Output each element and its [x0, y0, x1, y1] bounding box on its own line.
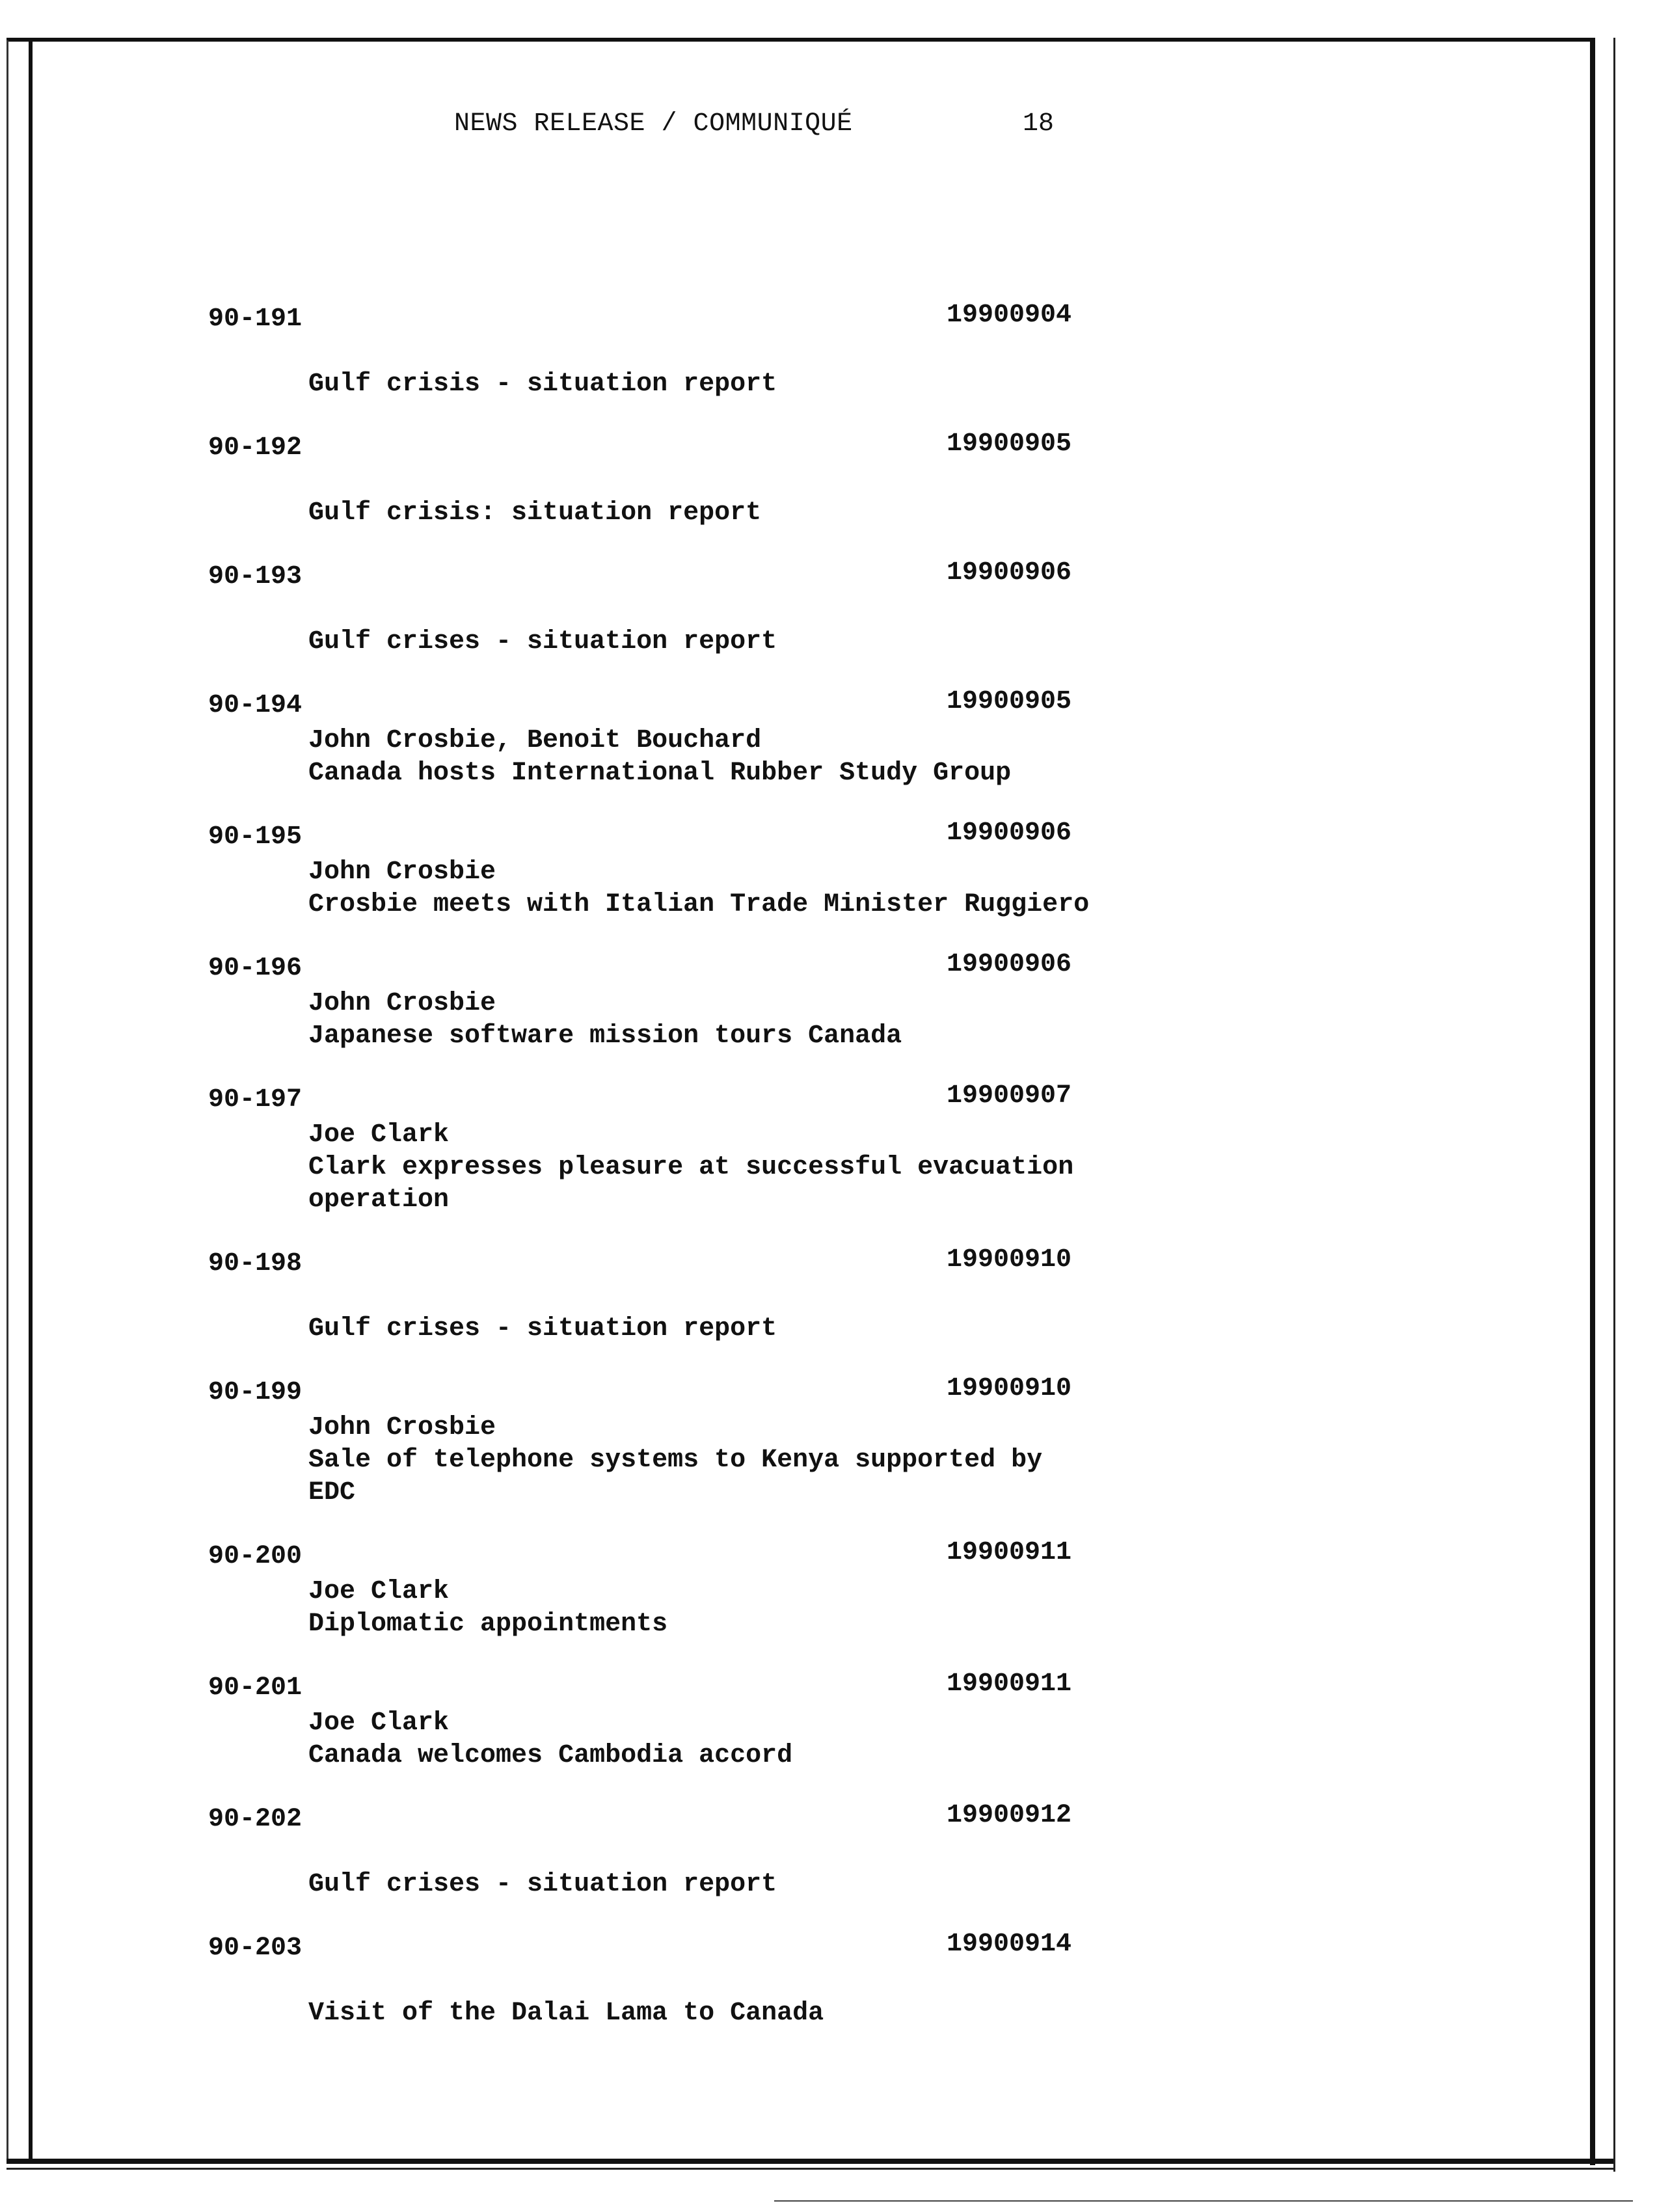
entry-header-row: [208, 558, 1119, 596]
release-number: 90-200: [208, 1542, 303, 1571]
release-number: 90-196: [208, 954, 303, 983]
release-subject: Japanese software mission tours Canada: [308, 1021, 902, 1051]
release-date: 19900911: [947, 1538, 1072, 1567]
entry-header-row: [208, 1374, 1119, 1412]
frame-right-border: [1590, 38, 1595, 2165]
entry-header-row: [208, 1801, 1119, 1839]
list-item: [208, 950, 1119, 1085]
list-item: [208, 1081, 1119, 1249]
entry-header-row: [208, 429, 1119, 467]
list-item: [208, 1374, 1119, 1542]
release-number: 90-192: [208, 433, 303, 463]
entry-spacer: [208, 2030, 1119, 2062]
list-item: [208, 1245, 1119, 1378]
entry-spacer: [208, 1217, 1119, 1249]
release-subject: Gulf crisis: situation report: [308, 498, 762, 528]
frame-right-outer-border: [1613, 38, 1615, 2172]
entry-header-row: [208, 687, 1119, 725]
page-title: NEWS RELEASE / COMMUNIQUÉ: [454, 109, 853, 139]
release-date: 19900911: [947, 1669, 1072, 1699]
release-number: 90-194: [208, 691, 303, 720]
release-subject: Gulf crises - situation report: [308, 1314, 777, 1343]
entry-spacer: [208, 1345, 1119, 1378]
release-date: 19900906: [947, 818, 1072, 848]
release-author: John Crosbie: [308, 857, 496, 887]
release-subject: Gulf crises - situation report: [308, 1870, 777, 1899]
release-date: 19900910: [947, 1374, 1072, 1403]
list-item: [208, 1801, 1119, 1934]
frame-bottom-outer-border: [7, 2168, 1615, 2170]
release-number: 90-195: [208, 822, 303, 852]
release-author: Joe Clark: [308, 1577, 450, 1606]
entry-spacer: [208, 1772, 1119, 1805]
entry-spacer: [208, 530, 1119, 562]
entry-spacer: [208, 1641, 1119, 1673]
entry-spacer: [208, 790, 1119, 822]
release-author: John Crosbie: [308, 989, 496, 1018]
entry-header-row: [208, 1538, 1119, 1576]
entry-header-row: [208, 1669, 1119, 1707]
release-subject: operation: [308, 1185, 450, 1215]
release-subject: Diplomatic appointments: [308, 1610, 668, 1639]
entry-header-row: [208, 1081, 1119, 1119]
release-subject: Gulf crisis - situation report: [308, 370, 777, 399]
release-subject: Canada hosts International Rubber Study Group: [308, 759, 1012, 788]
release-subject: EDC: [308, 1478, 356, 1507]
release-date: 19900906: [947, 950, 1072, 979]
entry-spacer: [208, 921, 1119, 954]
release-author: Joe Clark: [308, 1708, 450, 1738]
release-subject: Visit of the Dalai Lama to Canada: [308, 1999, 824, 2028]
list-item: [208, 558, 1119, 691]
release-number: 90-199: [208, 1378, 303, 1407]
list-item: [208, 301, 1119, 433]
list-item: [208, 687, 1119, 822]
entry-spacer: [208, 1053, 1119, 1085]
release-number: 90-201: [208, 1673, 303, 1703]
release-subject: Crosbie meets with Italian Trade Minister Ruggiero: [308, 890, 1090, 919]
release-author: John Crosbie: [308, 1413, 496, 1442]
release-date: 19900912: [947, 1801, 1072, 1830]
frame-left-outer-border: [7, 40, 8, 2161]
release-author: John Crosbie, Benoit Bouchard: [308, 726, 762, 755]
list-item: [208, 1538, 1119, 1673]
release-number: 90-198: [208, 1249, 303, 1278]
release-subject: Canada welcomes Cambodia accord: [308, 1741, 793, 1770]
release-number: 90-202: [208, 1805, 303, 1834]
release-number: 90-193: [208, 562, 303, 591]
entry-header-row: [208, 1930, 1119, 1967]
release-number: 90-203: [208, 1934, 303, 1963]
entry-header-row: [208, 1245, 1119, 1283]
release-date: 19900905: [947, 687, 1072, 716]
release-date: 19900904: [947, 301, 1072, 330]
frame-bottom-border: [7, 2159, 1613, 2164]
release-author: Joe Clark: [308, 1120, 450, 1150]
list-item: [208, 429, 1119, 562]
release-subject: Sale of telephone systems to Kenya supported by: [308, 1446, 1043, 1475]
release-date: 19900907: [947, 1081, 1072, 1111]
entry-spacer: [208, 1509, 1119, 1542]
release-subject: Clark expresses pleasure at successful evacuation: [308, 1153, 1074, 1182]
entry-spacer: [208, 1901, 1119, 1934]
release-date: 19900914: [947, 1930, 1072, 1959]
release-subject: Gulf crises - situation report: [308, 627, 777, 656]
release-date: 19900906: [947, 558, 1072, 587]
page-bottom-rule: [774, 2200, 1633, 2202]
page-number: 18: [1023, 109, 1055, 139]
page-header: [0, 109, 1670, 146]
release-date: 19900910: [947, 1245, 1072, 1275]
entry-spacer: [208, 401, 1119, 433]
frame-left-border: [29, 40, 33, 2163]
frame-top-border: [7, 38, 1594, 42]
list-item: [208, 1930, 1119, 2062]
list-item: [208, 818, 1119, 954]
entry-header-row: [208, 301, 1119, 338]
release-date: 19900905: [947, 429, 1072, 459]
entry-spacer: [208, 658, 1119, 691]
list-item: [208, 1669, 1119, 1805]
entry-header-row: [208, 818, 1119, 856]
news-release-list: [208, 301, 1184, 2062]
release-number: 90-197: [208, 1085, 303, 1114]
entry-header-row: [208, 950, 1119, 988]
release-number: 90-191: [208, 304, 303, 334]
